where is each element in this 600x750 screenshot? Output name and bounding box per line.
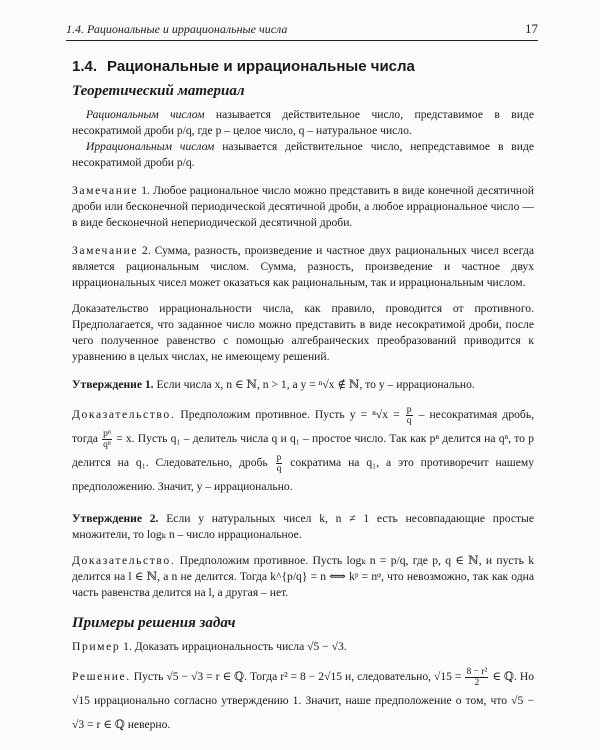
example-1-solution — [72, 665, 534, 737]
section-title — [72, 58, 534, 75]
proof-1-text-c: = x. Пусть q₁ – делитель числа q и q₁ – простое число. Так как pⁿ делится на qⁿ, то p делится на q₁. Следовательно, дробь — [72, 432, 534, 469]
running-head-title: 1.4. Рациональные и иррациональные числа — [66, 22, 288, 36]
running-head — [66, 20, 538, 41]
fraction-8-minus-r2-over-2: $\frac{\text{8 − r²}}{2}$ — [466, 666, 488, 688]
example-1-text: 1. Доказать иррациональность числа √5 − √3. — [120, 640, 347, 653]
statement-1-label: Утверждение 1. — [72, 378, 154, 391]
fraction-p-over-q: $\frac{p}{q}$ — [406, 404, 412, 426]
statement-1-proof — [72, 403, 534, 499]
remark-1 — [72, 183, 534, 231]
solution-text-a: Пусть √5 − √3 = r ∈ ℚ. Тогда r² = 8 − 2√15 и, следовательно, √15 = — [130, 670, 465, 683]
remark-1-label: Замечание — [72, 184, 139, 197]
solution-label: Решение. — [72, 670, 131, 683]
proof-1-text-b: – несократимая дробь, тогда — [72, 408, 535, 445]
example-1-label: Пример — [72, 640, 121, 653]
section-title-text: Рациональные и иррациональные числа — [107, 58, 415, 75]
fraction-pn-over-qn: $\frac{\text{pⁿ}}{\text{qⁿ}}$ — [103, 428, 111, 450]
remark-2-label: Замечание — [72, 244, 139, 257]
theory-heading: Теоретический материал — [72, 83, 245, 99]
proof-1-text-d: сократима на q₁, а это противоречит нашему предположению. Значит, y – иррационально. — [72, 456, 534, 493]
remark-2 — [72, 243, 534, 291]
proof-2-label: Доказательство. — [72, 554, 176, 567]
definition-rational — [72, 107, 534, 139]
rational-term: Рациональным числом — [86, 108, 205, 121]
definition-irrational — [72, 139, 534, 171]
statement-2-proof — [72, 553, 534, 601]
statement-2-text: Если у натуральных чисел k, n ≠ 1 есть несовпадающие простые множители, то logₖ n – число иррациональное. — [72, 512, 534, 541]
rational-definition-text: называется действительное число, представимое в виде несократимой дроби p/q, где p – целое число, q – натуральное число. — [72, 108, 534, 137]
page-content — [72, 58, 534, 737]
statement-2 — [72, 511, 534, 543]
section-number: 1.4. — [72, 58, 98, 75]
irrational-definition-text: называется действительное число, непредставимое в виде несократимой дроби p/q. — [72, 140, 535, 169]
example-1 — [72, 639, 534, 655]
proof-2-text: Предположим противное. Пусть logₖ n = p/q, где p, q ∈ ℕ, и пусть k делится на l ∈ ℕ, а n не делится. Тогда k^{p/q} = n ⟺ kᵖ = nᵠ, что невозможно, так как одна часть равенства делится на l, а другая – нет. — [72, 554, 534, 599]
fraction-p-over-q-2: $\frac{p}{q}$ — [276, 452, 282, 474]
proof-1-text-a: Предположим противное. Пусть y = ⁿ√x = — [175, 408, 405, 421]
solution-text-b: ∈ ℚ. Но √15 иррационально согласно утверждению 1. Значит, наше предположение о том, что √5 − √3 = r ∈ ℚ неверно. — [72, 670, 534, 731]
proof-method-paragraph: Доказательство иррациональности числа, как правило, проводится от противного. Предполагается, что заданное число можно представить в виде несократимой дроби, после чего полученное равенство с помощью алгебраических преобразований приводится к уравнению в целых числах, не имеющему решений. — [72, 302, 534, 363]
statement-1-text: Если числа x, n ∈ ℕ, n > 1, а y = ⁿ√x ∉ ℕ, то y – иррационально. — [153, 378, 475, 391]
page-number: 17 — [525, 21, 538, 36]
irrational-term: Иррациональным числом — [86, 140, 215, 153]
remark-1-text: 1. Любое рациональное число можно представить в виде конечной десятичной дроби или бесконечной периодической десятичной дроби, а любое иррациональное число — в виде бесконечной непериодической десятичной дроби. — [72, 184, 534, 229]
statement-2-label: Утверждение 2. — [72, 512, 159, 525]
proof-1-label: Доказательство. — [72, 408, 176, 421]
remark-2-text: 2. Сумма, разность, произведение и частное двух рациональных чисел всегда является рациональным числом. Сумма, разность, произведение и частное двух иррациональных чисел может оказаться как рациональным, так и иррациональным числом. — [72, 244, 534, 289]
statement-1 — [72, 377, 534, 393]
examples-heading: Примеры решения задач — [72, 615, 236, 631]
